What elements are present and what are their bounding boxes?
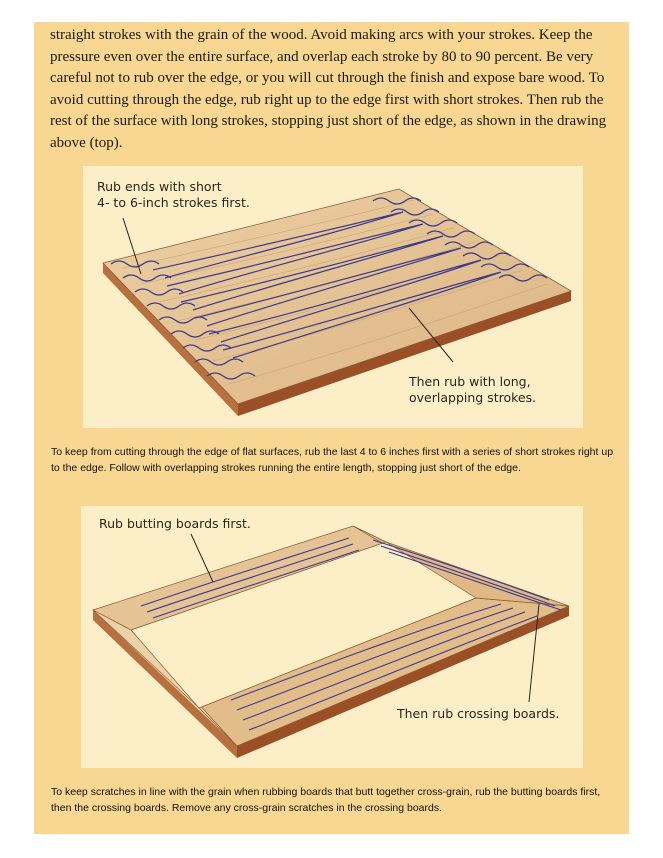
- figure-flat-board: [83, 166, 583, 428]
- frame-drawing: [81, 506, 583, 768]
- callout-crossing-boards: Then rub crossing boards.: [397, 706, 560, 721]
- callout-long-strokes-line1: Then rub with long,: [409, 374, 531, 389]
- body-paragraph: straight strokes with the grain of the wood. Avoid making arcs with your strokes. Keep the pressure even over the entire surface, and overlap each stroke by 80 to 90 percent. Be very careful not to rub over the edge, or you will cut through the finish and expose bare wood. To avoid cutting through the edge, rub right up to the edge first with short strokes. Then rub the rest of the surface with long strokes, stopping just short of the edge, as shown in the drawing above (top).: [50, 27, 607, 151]
- callout-short-strokes-line1: Rub ends with short: [97, 179, 222, 194]
- flat-board-drawing: [83, 166, 583, 428]
- callout-long-strokes-line2: overlapping strokes.: [409, 390, 537, 405]
- callout-short-strokes-line2: 4- to 6-inch strokes first.: [97, 195, 250, 210]
- caption-frame: To keep scratches in line with the grain when rubbing boards that butt together cross-grain, rub the butting boards first, then the crossing boards. Remove any cross-grain scratches in the crossing boards.: [51, 786, 601, 814]
- callout-butting-boards: Rub butting boards first.: [99, 516, 251, 531]
- caption-flat-board: To keep from cutting through the edge of flat surfaces, rub the last 4 to 6 inches first with a series of short strokes right up to the edge. Follow with overlapping strokes running the entire length, stopping just short of the edge.: [51, 446, 614, 474]
- figure-frame: [81, 506, 583, 768]
